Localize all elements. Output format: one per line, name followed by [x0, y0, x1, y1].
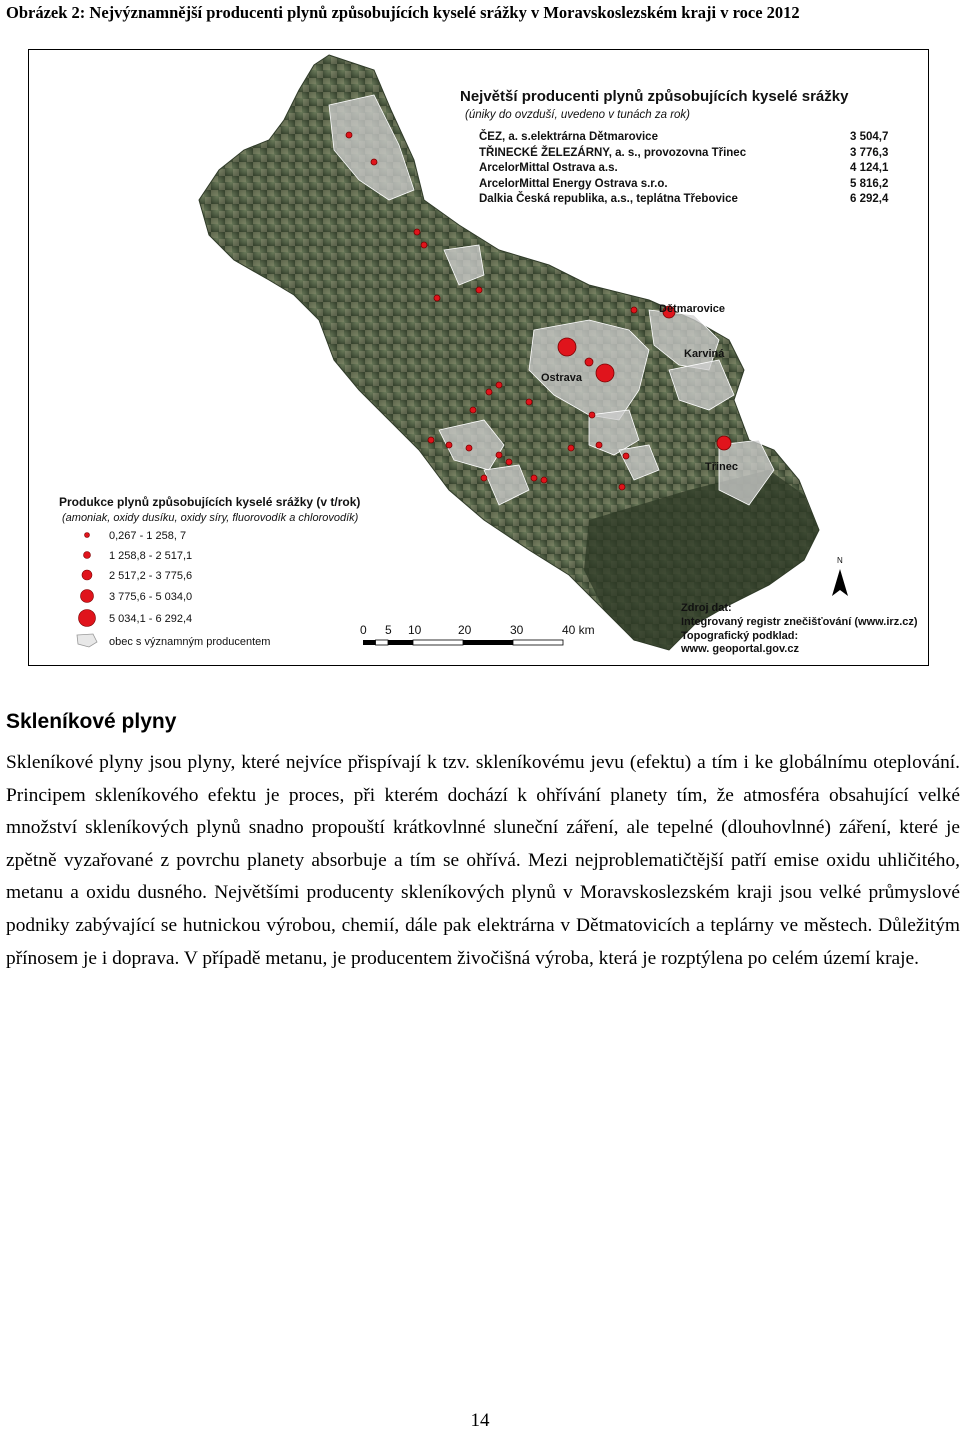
- page-number: 14: [470, 1410, 490, 1431]
- topo-line: www. geoportal.gov.cz: [681, 643, 799, 655]
- map-legend: [59, 495, 360, 648]
- marker-ostrava-2: [596, 364, 614, 382]
- scale-tick: 0: [360, 623, 367, 637]
- legend-municipality: obec s významným producentem: [109, 636, 271, 648]
- scale-tick: 30: [510, 623, 524, 637]
- marker-trinec: [717, 436, 731, 450]
- producer-value: 4 124,1: [850, 162, 889, 174]
- producer-value: 5 816,2: [850, 178, 889, 190]
- legend-class: 5 034,1 - 6 292,4: [109, 613, 193, 625]
- section-paragraph: Skleníkové plyny jsou plyny, které nejvíce přispívají k tzv. skleníkovému jevu (efektu) a tím i ke globálnímu oteplování. Principem skleníkového efektu je proces, při kterém dochází k ohřívání planety tím, že atmosféra obsahující velké množství skleníkových plynů snadno propouští krátkovlnné sluneční záření, ale tepelné (dlouhovlnné) záření, které je zpětně vyzařované z povrchu planety absorbuje a tím se ohřívá. Mezi nejproblematičtější patří emise oxidu uhličitého, metanu a oxidu dusného. Největšími producenty skleníkových plynů v Moravskoslezském kraji jsou velké průmyslové podniky zabývající se hutnickou výrobou, chemií, dále pak elektrárna v Dětmatovicích a teplárny ve městech. Důležitým přínosem je i doprava. V případě metanu, je producentem živočišná výroba, která je rozptýlena po celém území kraje.: [6, 752, 960, 969]
- section-heading: Skleníkové plyny: [6, 710, 177, 733]
- map-title: Největší producenti plynů způsobujících kyselé srážky: [460, 88, 849, 105]
- scale-bar: [360, 623, 595, 645]
- legend-class: 2 517,2 - 3 775,6: [109, 570, 193, 582]
- municipality-swatch-icon: [77, 634, 97, 647]
- map-canvas: [29, 50, 929, 666]
- legend-class: 3 775,6 - 5 034,0: [109, 591, 193, 603]
- source-line: Integrovaný registr znečišťování (www.irz.cz): [681, 616, 918, 628]
- producer-value: 3 776,3: [850, 147, 889, 159]
- scale-tick: 40 km: [562, 623, 595, 637]
- legend-class: 1 258,8 - 2 517,1: [109, 550, 193, 562]
- place-label-ostrava: Ostrava: [541, 372, 582, 384]
- producer-name: ArcelorMittal Energy Ostrava s.r.o.: [479, 178, 668, 190]
- producer-name: TŘINECKÉ ŽELEZÁRNY, a. s., provozovna Třinec: [479, 147, 747, 159]
- map-subtitle: (úniky do ovzduší, uvedeno v tunách za rok): [465, 109, 691, 121]
- legend-title: Produkce plynů způsobujících kyselé srážky (v t/rok): [59, 495, 361, 509]
- producer-name: ArcelorMittal Ostrava a.s.: [479, 162, 618, 174]
- scale-tick: 20: [458, 623, 472, 637]
- topo-label: Topografický podklad:: [681, 630, 799, 642]
- producer-value: 6 292,4: [850, 193, 889, 205]
- marker-ostrava-1: [558, 338, 576, 356]
- acid-rain-producers-map: [28, 49, 929, 666]
- svg-text:N: N: [837, 556, 843, 565]
- place-label-detmarovice: Dětmarovice: [659, 303, 726, 315]
- marker-ostrava-3: [585, 358, 593, 366]
- place-label-trinec: Třinec: [705, 461, 739, 473]
- north-arrow-icon: [832, 556, 848, 596]
- producer-value: 3 504,7: [850, 131, 889, 143]
- scale-tick: 5: [385, 623, 392, 637]
- scale-tick: 10: [408, 623, 422, 637]
- producer-name: ČEZ, a. s.elektrárna Dětmarovice: [479, 131, 658, 143]
- source-label: Zdroj dat:: [681, 602, 732, 614]
- producer-name: Dalkia Česká republika, a.s., teplátna Třebovice: [479, 193, 738, 205]
- place-label-karvina: Karviná: [684, 348, 725, 360]
- legend-class: 0,267 - 1 258, 7: [109, 530, 187, 542]
- figure-caption: Obrázek 2: Nejvýznamnější producenti plynů způsobujících kyselé srážky v Moravskoslezském kraji v roce 2012: [6, 3, 800, 22]
- legend-subtitle: (amoniak, oxidy dusíku, oxidy síry, fluorovodík a chlorovodík): [62, 512, 359, 524]
